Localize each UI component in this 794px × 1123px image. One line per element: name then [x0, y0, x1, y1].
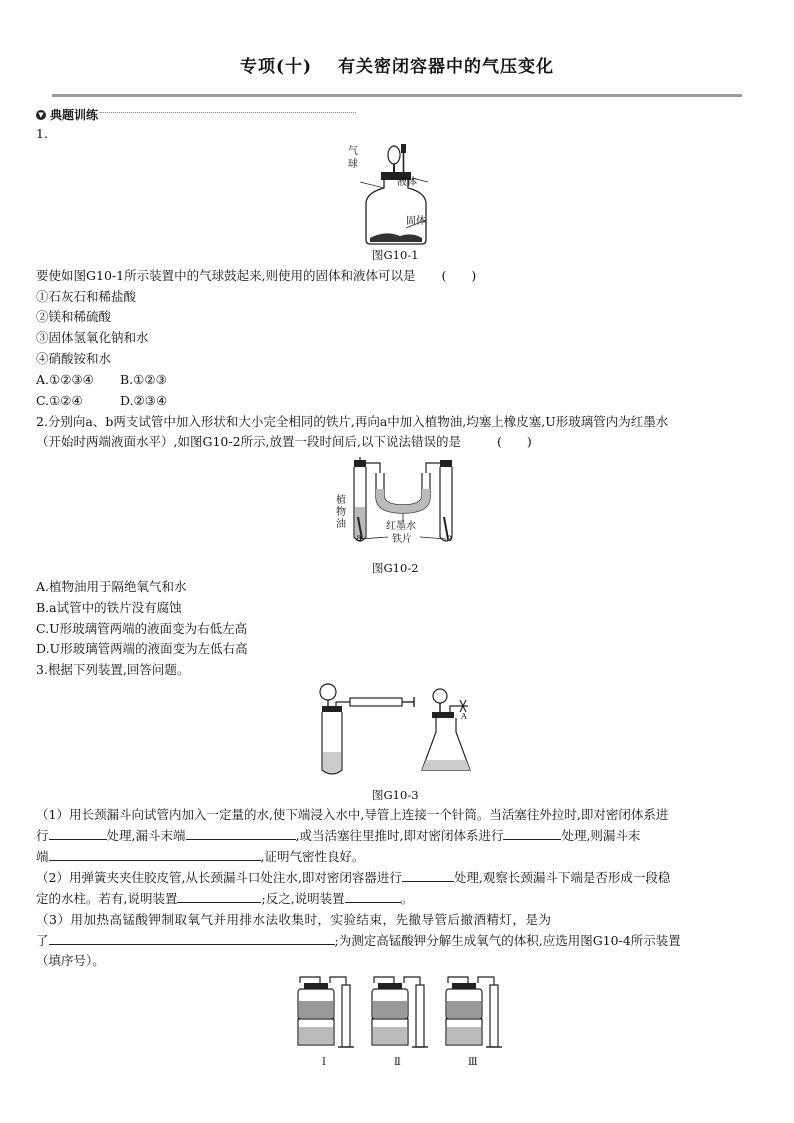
figure-g10-3 — [310, 682, 490, 782]
fig4-label-3: Ⅲ — [468, 1057, 478, 1068]
q2-fig-label-oil-2: 物 — [336, 507, 346, 518]
apparatus-1 — [298, 977, 354, 1047]
q1-item-3: ③固体氢氧化钠和水 — [36, 330, 149, 345]
q3-blank-4[interactable] — [49, 848, 261, 861]
q1-number: 1. — [36, 126, 48, 141]
fig4-label-2: Ⅱ — [394, 1057, 401, 1068]
q3-p2-line1: （2）用弹簧夹夹住胶皮管,从长颈漏斗口处注水,即对密闭容器进行 处理,观察长颈漏斗下端是否形成一段稳 — [36, 870, 671, 885]
q1-item-2: ②镁和稀硫酸 — [36, 309, 112, 324]
q2-option-c[interactable]: C.U形玻璃管两端的液面变为右低左高 — [36, 621, 248, 636]
q1-choice-c[interactable]: C.①②④ — [36, 393, 83, 408]
triangle-down-icon: ▼ — [36, 110, 46, 120]
q3-blank-6[interactable] — [177, 890, 261, 903]
title-divider — [52, 94, 742, 97]
q3-p3-line3: （填序号）。 — [36, 953, 105, 968]
q2-option-a[interactable]: A.植物油用于隔绝氧气和水 — [36, 579, 187, 594]
q1-caption: 图G10-1 — [372, 248, 419, 262]
q3-fig-label-clamp: A — [461, 712, 467, 721]
q3-caption: 图G10-3 — [372, 788, 419, 802]
q2-fig-label-ink: 红墨水 — [386, 521, 416, 532]
q3-blank-1[interactable] — [49, 827, 107, 840]
apparatus-3 — [446, 977, 502, 1047]
q2-fig-label-b: b — [446, 533, 453, 544]
q1-choice-a[interactable]: A.①②③④ — [36, 372, 94, 387]
q3-p1-line2: 行 处理,漏斗末端 ,或当活塞往里推时,即对密闭体系进行 处理,则漏斗末 — [36, 828, 641, 843]
q3-p2-line2: 定的水柱。若有,说明装置 ;反之,说明装置 。 — [36, 891, 414, 906]
q1-stem: 要使如图G10-1所示装置中的气球鼓起来,则使用的固体和液体可以是 ( ) — [36, 268, 477, 283]
q1-answer-paren[interactable]: ( ) — [441, 268, 477, 283]
q2-option-d[interactable]: D.U形玻璃管两端的液面变为左低右高 — [36, 641, 248, 656]
q1-item-1: ①石灰石和稀盐酸 — [36, 289, 137, 304]
q1-fig-label-solid: 固体 — [406, 216, 426, 227]
q3-stem: 3.根据下列装置,回答问题。 — [36, 662, 190, 677]
q2-stem-line2: （开始时两端液面水平）,如图G10-2所示,放置一段时间后,以下说法错误的是 ( ) — [36, 434, 532, 449]
page-title: 专项(十) 有关密闭容器中的气压变化 — [239, 57, 555, 77]
q3-p1-line3: 端 ,证明气密性良好。 — [36, 849, 365, 864]
q2-fig-label-a: a — [356, 533, 362, 544]
q3-blank-2[interactable] — [186, 827, 296, 840]
figure-g10-2 — [330, 455, 470, 555]
q3-blank-3[interactable] — [503, 827, 561, 840]
apparatus-2 — [372, 977, 428, 1047]
q3-p3-line2: 了 ;为测定高锰酸钾分解生成氧气的体积,应选用图G10-4所示装置 — [36, 933, 681, 948]
figure-g10-4 — [290, 975, 510, 1070]
figure-g10-1 — [340, 140, 450, 250]
q3-blank-5[interactable] — [402, 869, 454, 882]
q1-fig-label-liquid: 液体 — [397, 177, 417, 188]
q2-fig-label-oil-3: 油 — [336, 519, 346, 530]
section-divider — [100, 112, 356, 113]
q3-blank-7[interactable] — [345, 890, 401, 903]
q2-answer-paren[interactable]: ( ) — [497, 434, 532, 449]
q1-choice-b[interactable]: B.①②③ — [120, 372, 167, 387]
q1-item-4: ④硝酸铵和水 — [36, 351, 112, 366]
q3-p1-line1: （1）用长颈漏斗向试管内加入一定量的水,使下端浸入水中,导管上连接一个针筒。当活塞往外拉时,即对密闭体系进 — [36, 807, 669, 822]
q1-choice-d[interactable]: D.②③④ — [120, 393, 168, 408]
q2-fig-label-iron: 铁片 — [392, 534, 412, 545]
q3-blank-8[interactable] — [49, 932, 335, 945]
q2-option-b[interactable]: B.a试管中的铁片没有腐蚀 — [36, 600, 182, 615]
q2-stem-line1: 2.分别向a、b两支试管中加入形状和大小完全相同的铁片,再向a中加入植物油,均塞上橡皮塞,U形玻璃管内为红墨水 — [36, 414, 669, 429]
q3-p3-line1: （3）用加热高锰酸钾制取氧气并用排水法收集时，实验结束，先撤导管后撤酒精灯，是为 — [36, 912, 552, 927]
fig4-label-1: Ⅰ — [322, 1057, 326, 1068]
q2-fig-label-oil-1: 植 — [336, 495, 346, 506]
q2-caption: 图G10-2 — [372, 561, 419, 575]
section-heading: ▼ 典题训练 — [36, 106, 98, 123]
q1-fig-label-balloon-1: 气 — [348, 146, 358, 157]
q1-fig-label-balloon-2: 球 — [348, 159, 358, 170]
